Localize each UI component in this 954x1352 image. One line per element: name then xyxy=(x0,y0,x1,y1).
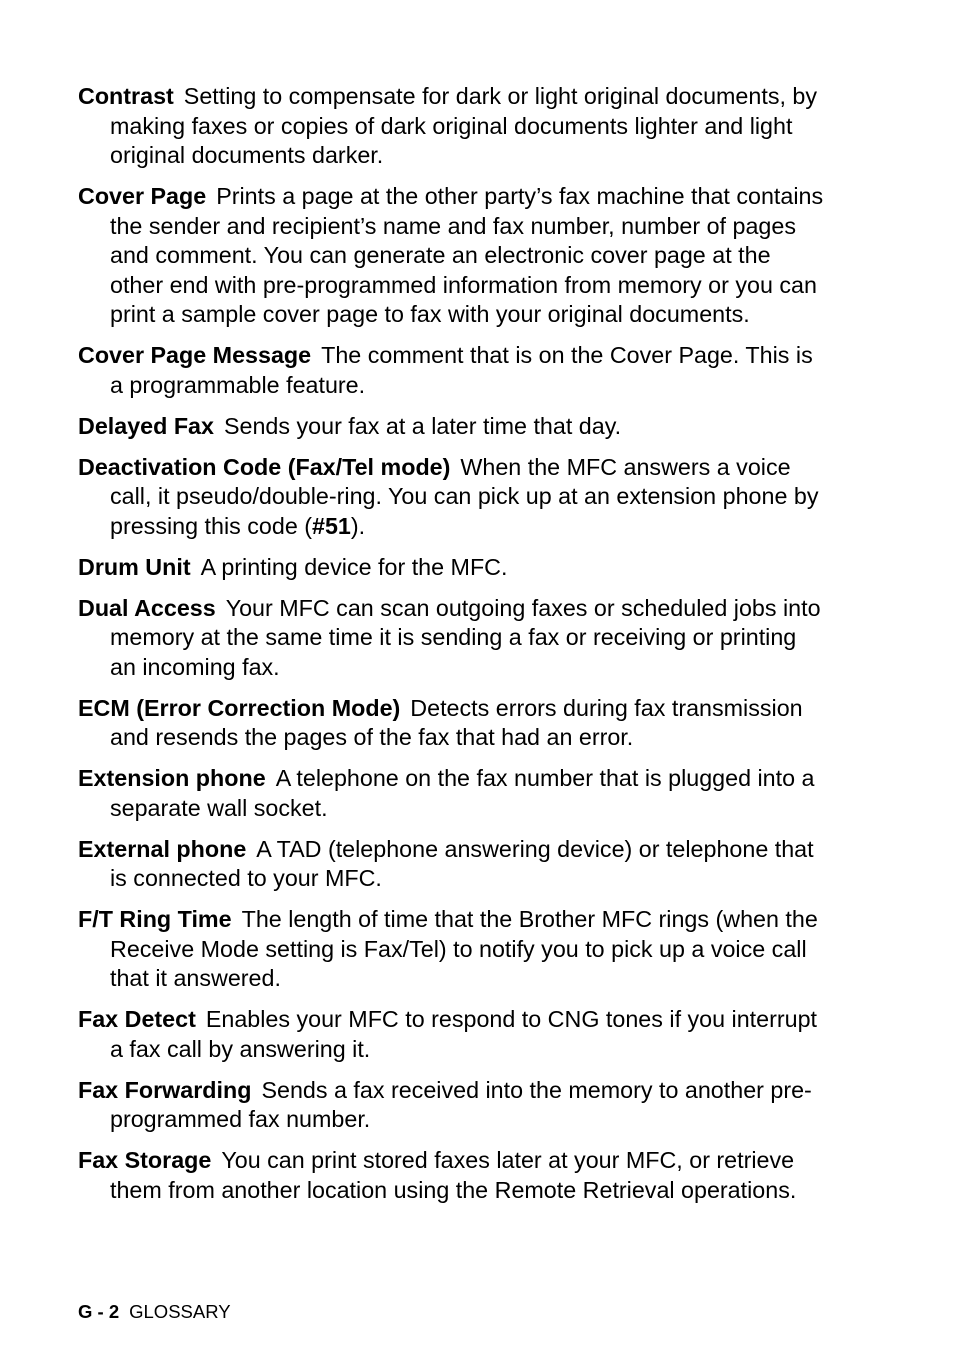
glossary-term: ECM (Error Correction Mode) xyxy=(78,694,401,721)
glossary-entry-fax-forwarding xyxy=(78,1076,828,1135)
glossary-term: Fax Storage xyxy=(78,1147,212,1173)
glossary-definition: A telephone on the fax number that is plugged into a separate wall socket. xyxy=(110,765,815,821)
glossary-definition: Sends your fax at a later time that day. xyxy=(223,412,622,439)
glossary-definition: Your MFC can scan outgoing faxes or scheduled jobs into memory at the same time it is sending a fax or receiving or printing an incoming fax. xyxy=(110,594,821,680)
glossary-definition: Sends a fax received into the memory to another pre-programmed fax number. xyxy=(110,1076,812,1132)
glossary-term: Contrast xyxy=(78,83,174,109)
glossary-definition: A TAD (telephone answering device) or telephone that is connected to your MFC. xyxy=(110,835,814,891)
glossary-term: External phone xyxy=(78,835,247,862)
glossary-definition: Setting to compensate for dark or light original documents, by making faxes or copies of dark original documents lighter and light original documents darker. xyxy=(110,83,818,168)
glossary-entry-ecm xyxy=(78,694,828,753)
glossary-entry-dual-access xyxy=(78,594,828,683)
glossary-definition: Detects errors during fax transmission and resends the pages of the fax that had an error. xyxy=(110,694,803,750)
glossary-entry-delayed-fax xyxy=(78,412,828,442)
glossary-term: F/T Ring Time xyxy=(78,906,232,932)
glossary-entry-contrast xyxy=(78,82,828,171)
glossary-term: Fax Forwarding xyxy=(78,1076,252,1103)
glossary-entry-external-phone xyxy=(78,835,828,894)
glossary-entry-cover-page-message xyxy=(78,341,828,400)
page-footer xyxy=(78,1301,231,1323)
glossary-term: Delayed Fax xyxy=(78,412,214,439)
glossary-definition: Prints a page at the other party’s fax machine that contains the sender and recipient’s name and fax number, number of pages and comment. You can generate an electronic cover page at the other end with pre-programmed information from memory or you can print a sample cover page to fax with your original documents. xyxy=(110,183,824,327)
page-number: G - 2 xyxy=(78,1301,120,1322)
glossary-definition: The comment that is on the Cover Page. This is a programmable feature. xyxy=(110,342,813,398)
glossary-definition: The length of time that the Brother MFC rings (when the Receive Mode setting is Fax/Tel) to notify you to pick up a voice call that it answered. xyxy=(110,906,818,991)
glossary-entry-fax-storage xyxy=(78,1146,828,1205)
glossary-term: Extension phone xyxy=(78,765,266,791)
glossary-term: Fax Detect xyxy=(78,1006,196,1032)
glossary-entry-extension-phone xyxy=(78,764,828,823)
glossary-entry-cover-page xyxy=(78,182,828,330)
glossary-term: Deactivation Code (Fax/Tel mode) xyxy=(78,453,451,480)
glossary-definition-end: ). xyxy=(350,512,366,539)
glossary-entry-deactivation-code xyxy=(78,453,828,542)
glossary-term: Cover Page xyxy=(78,183,207,209)
glossary-definition: A printing device for the MFC. xyxy=(200,553,508,580)
glossary-term: Dual Access xyxy=(78,594,216,621)
glossary-term: Drum Unit xyxy=(78,553,191,580)
glossary-definition: When the MFC answers a voice call, it pseudo/double-ring. You can pick up at an extension phone by pressing this code ( xyxy=(110,453,819,539)
glossary-definition: Enables your MFC to respond to CNG tones if you interrupt a fax call by answering it. xyxy=(110,1006,818,1062)
glossary-definition: You can print stored faxes later at your MFC, or retrieve them from another location using the Remote Retrieval operations. xyxy=(110,1147,797,1203)
section-name: GLOSSARY xyxy=(129,1301,231,1322)
glossary-list xyxy=(78,82,828,1217)
glossary-entry-ft-ring-time xyxy=(78,905,828,994)
glossary-entry-fax-detect xyxy=(78,1005,828,1064)
glossary-entry-drum-unit xyxy=(78,553,828,583)
glossary-term: Cover Page Message xyxy=(78,342,312,368)
deactivation-code-value: #51 xyxy=(312,512,351,539)
